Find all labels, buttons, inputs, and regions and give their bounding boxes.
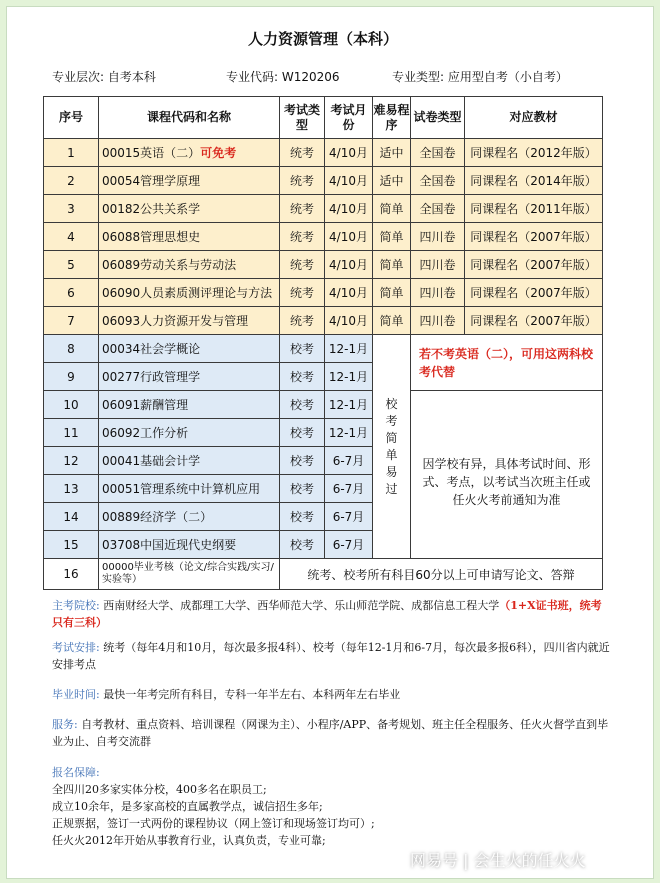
guarantee-line: 正规票据，签订一式两份的课程协议（网上签订和现场签订均可）;: [52, 817, 375, 830]
paper-type: 四川卷: [411, 251, 465, 279]
graduation-course: 00000毕业考核（论文/综合实践/实习/实验等）: [99, 559, 280, 590]
major-code: 专业代码: W120206: [226, 70, 340, 84]
exam-month: 6-7月: [325, 447, 373, 475]
row-index: 10: [44, 391, 99, 419]
row-index: 4: [44, 223, 99, 251]
textbook: 同课程名（2014年版）: [465, 167, 603, 195]
textbook: 同课程名（2007年版）: [465, 251, 603, 279]
paper-type: 全国卷: [411, 139, 465, 167]
graduation-row: [44, 559, 603, 590]
header-index: 序号: [44, 97, 99, 139]
header-course: 课程代码和名称: [99, 97, 280, 139]
table-row: [44, 391, 603, 419]
table-row: [44, 335, 603, 363]
course-name: 06090人员素质测评理论与方法: [99, 279, 280, 307]
exam-month: 4/10月: [325, 307, 373, 335]
table-row: [44, 307, 603, 335]
difficulty: 简单: [373, 279, 411, 307]
row-index: 8: [44, 335, 99, 363]
row-index: 9: [44, 363, 99, 391]
paper-type: 全国卷: [411, 195, 465, 223]
page-title: 人力资源管理（本科）: [247, 30, 398, 48]
table-row: [44, 279, 603, 307]
textbook: 同课程名（2011年版）: [465, 195, 603, 223]
exam-month: 6-7月: [325, 503, 373, 531]
exam-type: 校考: [280, 363, 325, 391]
course-name: 06093人力资源开发与管理: [99, 307, 280, 335]
exam-month: 6-7月: [325, 475, 373, 503]
table-row: [44, 167, 603, 195]
course-name: 00051管理系统中计算机应用: [99, 475, 280, 503]
row-index: 11: [44, 419, 99, 447]
row-index: 3: [44, 195, 99, 223]
guarantee-line: 任火火2012年开始从事教育行业，认真负责，专业可靠;: [52, 834, 326, 847]
exam-type: 校考: [280, 419, 325, 447]
major-type: 专业类型: 应用型自考（小自考）: [392, 70, 568, 84]
exam-arrangement-section: 考试安排: 统考（每年4月和10月，每次最多报4科）、校考（每年12-1月和6-7月，每次最多报6科），四川省内就近安排考点: [52, 641, 610, 671]
textbook: 同课程名（2007年版）: [465, 307, 603, 335]
schools-section: 主考院校: 西南财经大学、成都理工大学、西华师范大学、乐山师范学院、成都信息工程大学（1+X证书班，统考只有三科）: [52, 599, 602, 629]
exam-type: 统考: [280, 195, 325, 223]
difficulty: 适中: [373, 167, 411, 195]
row-index: 14: [44, 503, 99, 531]
course-name: 06091薪酬管理: [99, 391, 280, 419]
header-textbook: 对应教材: [465, 97, 603, 139]
exam-type: 校考: [280, 391, 325, 419]
textbook: 同课程名（2007年版）: [465, 279, 603, 307]
row-index: 6: [44, 279, 99, 307]
exam-month: 4/10月: [325, 195, 373, 223]
course-name: 00277行政管理学: [99, 363, 280, 391]
table-header-row: [44, 97, 603, 139]
row-index: 5: [44, 251, 99, 279]
difficulty: 简单: [373, 195, 411, 223]
header-exam-month: 考试月份: [325, 97, 373, 139]
exam-type: 统考: [280, 139, 325, 167]
textbook: 同课程名（2012年版）: [465, 139, 603, 167]
exam-type: 统考: [280, 279, 325, 307]
watermark: 网易号 | 会生火的任火火: [410, 851, 586, 870]
course-name: 00889经济学（二）: [99, 503, 280, 531]
school-exam-note: 因学校有异，具体考试时间、形式、考点，以考试当次班主任或任火火考前通知为准: [411, 391, 603, 559]
course-name: 00034社会学概论: [99, 335, 280, 363]
exam-month: 12-1月: [325, 419, 373, 447]
graduation-note: 统考、校考所有科目60分以上可申请写论文、答辩: [280, 559, 603, 590]
difficulty: 简单: [373, 307, 411, 335]
paper-type: 四川卷: [411, 223, 465, 251]
exam-month: 4/10月: [325, 223, 373, 251]
guarantee-line: 全四川20多家实体分校，400多名在职员工;: [52, 783, 267, 796]
row-index: 2: [44, 167, 99, 195]
row-index: 12: [44, 447, 99, 475]
course-name: 06092工作分析: [99, 419, 280, 447]
textbook: 同课程名（2007年版）: [465, 223, 603, 251]
exam-month: 4/10月: [325, 251, 373, 279]
graduation-time-section: 毕业时间: 最快一年考完所有科目，专科一年半左右、本科两年左右毕业: [52, 688, 401, 701]
exam-type: 统考: [280, 251, 325, 279]
major-level: 专业层次: 自考本科: [52, 70, 156, 84]
exam-type: 校考: [280, 475, 325, 503]
course-name: 00041基础会计学: [99, 447, 280, 475]
guarantee-section: 报名保障: 全四川20多家实体分校，400多名在职员工; 成立10余年，是多家高校的直属教学点，诚信招生多年; 正规票据，签订一式两份的课程协议（网上签订和现场签订均可）; 任火火2012年开始从事教育行业，认真负责，专业可靠;: [52, 764, 612, 849]
table-row: [44, 195, 603, 223]
exempt-tag: 可免考: [200, 146, 237, 160]
exam-type: 校考: [280, 335, 325, 363]
course-table: [43, 96, 603, 590]
table-row: [44, 139, 603, 167]
table-row: [44, 223, 603, 251]
exam-type: 校考: [280, 531, 325, 559]
paper-type: 四川卷: [411, 307, 465, 335]
course-name: 06088管理思想史: [99, 223, 280, 251]
exam-type: 统考: [280, 223, 325, 251]
exam-month: 12-1月: [325, 363, 373, 391]
row-index: 16: [44, 559, 99, 590]
exam-type: 统考: [280, 307, 325, 335]
course-name: 03708中国近现代史纲要: [99, 531, 280, 559]
row-index: 7: [44, 307, 99, 335]
service-section: 服务: 自考教材、重点资料、培训课程（网课为主）、小程序/APP、备考规划、班主任全程服务、任火火督学直到毕业为止、自考交流群: [52, 718, 609, 748]
exam-type: 统考: [280, 167, 325, 195]
course-name: 00015英语（二）可免考: [99, 139, 280, 167]
difficulty: 适中: [373, 139, 411, 167]
table-row: [44, 251, 603, 279]
row-index: 15: [44, 531, 99, 559]
course-name: 06089劳动关系与劳动法: [99, 251, 280, 279]
school-exam-difficulty: 校考简单易过: [373, 335, 411, 559]
english-replacement-note: 若不考英语（二），可用这两科校考代替: [411, 335, 603, 391]
exam-month: 6-7月: [325, 531, 373, 559]
exam-type: 校考: [280, 503, 325, 531]
exam-month: 4/10月: [325, 139, 373, 167]
difficulty: 简单: [373, 223, 411, 251]
course-name: 00054管理学原理: [99, 167, 280, 195]
row-index: 13: [44, 475, 99, 503]
exam-month: 12-1月: [325, 335, 373, 363]
exam-month: 4/10月: [325, 279, 373, 307]
header-exam-type: 考试类型: [280, 97, 325, 139]
header-paper-type: 试卷类型: [411, 97, 465, 139]
exam-month: 12-1月: [325, 391, 373, 419]
exam-month: 4/10月: [325, 167, 373, 195]
header-difficulty: 难易程序: [373, 97, 411, 139]
exam-type: 校考: [280, 447, 325, 475]
paper-type: 四川卷: [411, 279, 465, 307]
difficulty: 简单: [373, 251, 411, 279]
paper-type: 全国卷: [411, 167, 465, 195]
course-name: 00182公共关系学: [99, 195, 280, 223]
row-index: 1: [44, 139, 99, 167]
guarantee-line: 成立10余年，是多家高校的直属教学点，诚信招生多年;: [52, 800, 323, 813]
